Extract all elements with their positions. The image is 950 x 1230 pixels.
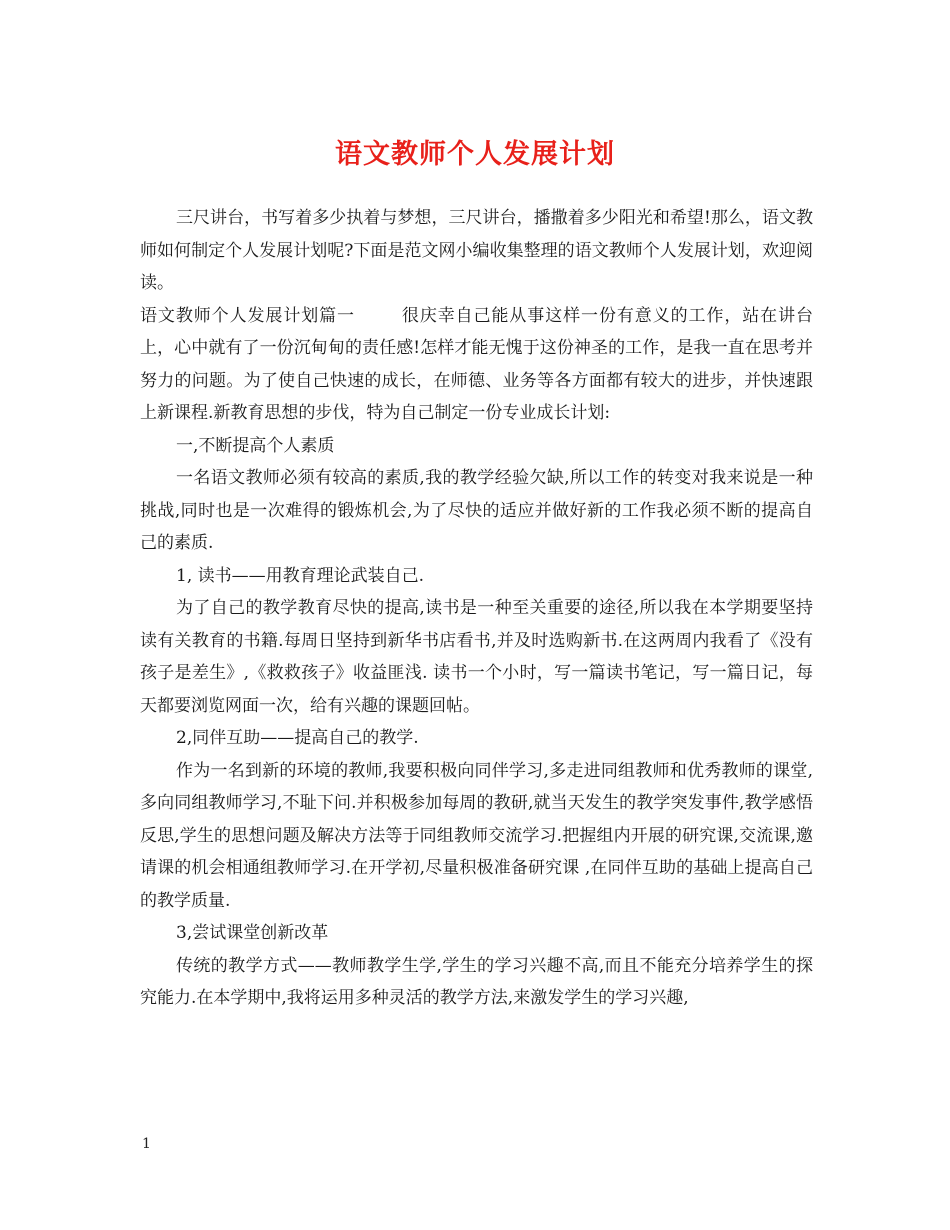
paragraph-classroom-innovation: 传统的教学方式——教师教学生学,学生的学习兴趣不高,而且不能充分培养学生的探究能力.在本学期中,我将运用多种灵活的教学方法,来激发学生的学习兴趣, bbox=[140, 955, 813, 1008]
intro-paragraph: 三尺讲台，书写着多少执着与梦想，三尺讲台，播撒着多少阳光和希望!那么，语文教师如何制定个人发展计划呢?下面是范文网小编收集整理的语文教师个人发展计划，欢迎阅读。 bbox=[140, 208, 813, 293]
paragraph-quality: 一名语文教师必须有较高的素质,我的教学经验欠缺,所以工作的转变对我来说是一种挑战,同时也是一次难得的锻炼机会,为了尽快的适应并做好新的工作我必须不断的提高自己的素质. bbox=[140, 468, 813, 553]
section-label: 语文教师个人发展计划篇一 bbox=[140, 305, 355, 326]
document-title: 语文教师个人发展计划 bbox=[335, 139, 615, 170]
section-paragraph bbox=[140, 300, 813, 430]
item-classroom-innovation: 3,尝试课堂创新改革 bbox=[176, 923, 329, 943]
page-number: 1 bbox=[142, 1136, 151, 1152]
section-intro: 很庆幸自己能从事这样一份有意义的工作，站在讲台上，心中就有了一份沉甸甸的责任感!怎样才能无愧于这份神圣的工作，是我一直在思考并努力的问题。为了使自己快速的成长，在师德、业务等各方面都有较大的进步，并快速跟上新课程.新教育思想的步伐，特为自己制定一份专业成长计划: bbox=[140, 305, 814, 423]
item-peer-help: 2,同伴互助——提高自己的教学. bbox=[176, 728, 419, 748]
document-body bbox=[140, 202, 813, 1015]
item-reading: 1, 读书——用教育理论武装自己. bbox=[176, 565, 425, 586]
paragraph-peer-help: 作为一名到新的环境的教师,我要积极向同伴学习,多走进同组教师和优秀教师的课堂,多向同组教师学习,不耻下问.并积极参加每周的教研,就当天发生的教学突发事件,教学感悟反思,学生的思想问题及解决方法等于同组教师交流学习.把握组内开展的研究课,交流课,邀请课的机会相通组教师学习.在开学初,尽量积极准备研究课 ,在同伴互助的基础上提高自己的教学质量. bbox=[140, 760, 813, 911]
heading-improve-quality: 一,不断提高个人素质 bbox=[176, 435, 335, 456]
paragraph-reading: 为了自己的教学教育尽快的提高,读书是一种至关重要的途径,所以我在本学期要坚持读有关教育的书籍.每周日坚持到新华书店看书,并及时选购新书.在这两周内我看了《没有孩子是差生》,《救救孩子》收益匪浅. 读书一个小时，写一篇读书笔记，写一篇日记，每天都要浏览网面一次，给有兴趣的课题回帖。 bbox=[140, 598, 813, 716]
